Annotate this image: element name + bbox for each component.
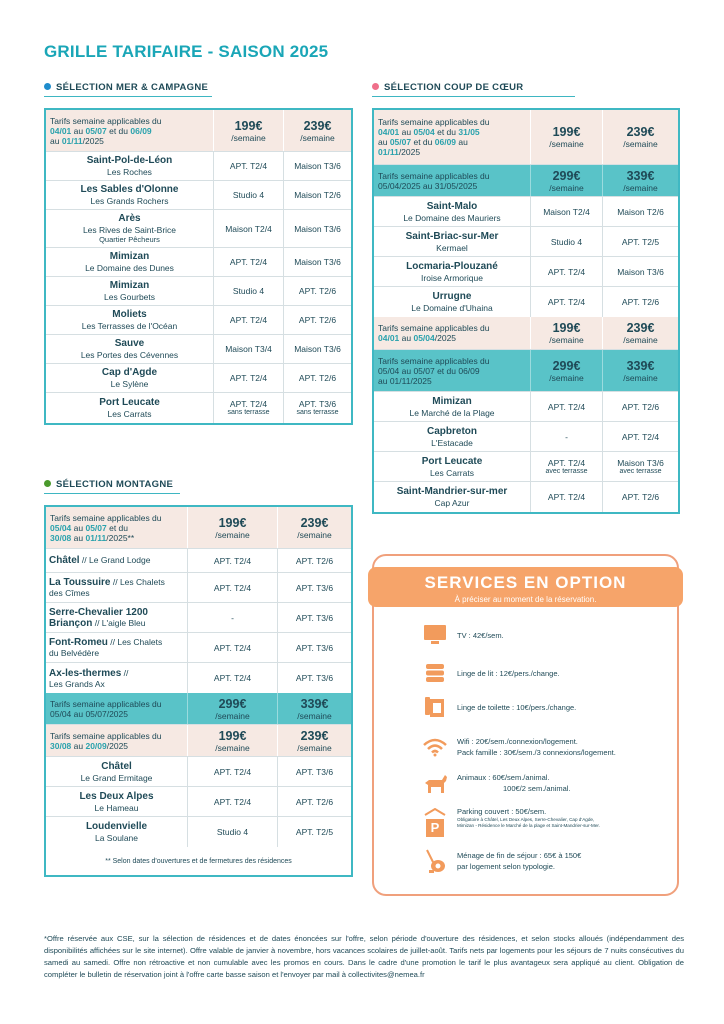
unit-type-cell: APT. T2/4 [187,787,277,816]
residence-row [46,335,351,364]
services-subtitle: À préciser au moment de la réservation. [454,595,597,604]
residence-name: Sauve [114,338,145,349]
unit-type-cell: Maison T3/6 [283,152,351,180]
unit-type-cell: APT. T3/6 sans terrasse [283,393,351,423]
unit-type-cell: Studio 4 [187,817,277,847]
service-linge-lit: Linge de lit : 12€/pers./change. [422,660,662,686]
residence-name: Châtel [101,760,132,772]
residence-row [46,181,351,210]
residence-row: La Toussuire // Les Chalets des Cîmes APT. T2/4 APT. T3/6 [46,573,351,603]
residence-name: Port Leucate [421,455,483,467]
unit-type-cell: Maison T3/6 [283,248,351,276]
unit-type-cell: APT. T2/4 [213,306,283,334]
residence-name: Font-Romeu // Les Chalets [49,637,163,648]
residence-name: Les Sables d'Olonne [80,184,179,195]
unit-type-cell: APT. T2/4 [187,573,277,602]
unit-type-cell: APT. T2/6 [277,787,351,816]
unit-type-cell: APT. T2/6 [283,306,351,334]
unit-type-cell: APT. T2/6 [283,277,351,305]
residence-row: Serre-Chevalier 1200 Briançon // L'aigle Bleu - APT. T3/6 [46,603,351,633]
residence-sub: Le Domaine des Dunes [85,263,174,273]
unit-type-cell: APT. T2/6 [283,364,351,392]
residence-name: Saint-Pol-de-Léon [86,155,173,166]
unit-type-cell: APT. T2/4 sans terrasse [213,393,283,423]
service-wifi: Wifi : 20€/sem./connexion/logement. Pack famille : 30€/sem./3 connexions/logement. [422,734,662,760]
residence-sub: Le Hameau [94,802,139,813]
residence-name: Arès [118,212,141,224]
unit-type-cell: APT. T2/4 [530,257,602,286]
residence-name: Port Leucate [99,397,160,408]
residence-row: Arès Les Rives de Saint-Brice Quartier Pêcheurs Maison T2/4 Maison T3/6 [46,210,351,248]
dog-icon [422,770,448,796]
unit-type-cell: Studio 4 [213,277,283,305]
residence-row [46,277,351,306]
residence-name: La Toussuire // Les Chalets [49,577,165,588]
unit-type-cell: APT. T2/4 [187,633,277,662]
residence-row [374,227,678,257]
residence-name: Ax-les-thermes // [49,667,129,679]
residence-name: Mimizan [432,395,472,407]
tarif-row: Tarifs semaine applicables du 04/01 au 05/07 et du 06/09 au 01/11/2025 199€ /semaine 239€ /semaine [46,110,351,152]
unit-type-cell: Maison T3/4 [213,335,283,363]
residence-row: Ax-les-thermes // Les Grands Ax APT. T2/4 APT. T3/6 [46,663,351,693]
unit-type-cell: Maison T2/6 [602,197,678,226]
residence-row [374,482,678,512]
residence-sub: Les Gourbets [103,292,156,302]
residence-name: Serre-Chevalier 1200 [49,606,148,618]
tarif-row: Tarifs semaine applicables du 30/08 au 20/09/2025 199€ /semaine 239€ /semaine [46,725,351,757]
residence-name: Locmaria-Plouzané [406,260,498,272]
residence-name: Urrugne [432,291,472,302]
residence-name: Cap d'Agde [101,367,158,378]
unit-type-cell: Studio 4 [530,227,602,256]
vacuum-icon [422,848,448,874]
residence-row [46,152,351,181]
service-menage: Ménage de fin de séjour : 65€ à 150€ par logement selon typologie. [422,848,662,874]
residence-name: Les Deux Alpes [79,790,154,802]
residence-sub: Iroise Armorique [421,272,483,283]
residence-row [374,452,678,482]
service-animaux: Animaux : 60€/sem./animal. 100€/2 sem./animal. [422,770,662,796]
residence-row [46,393,351,423]
service-parking: P Parking couvert : 50€/sem. Obligatoire à Châtel, Les Deux Alpes, Serre-Chevalier, Cap d'Agde, Mimizan - Résidence le Marché de la plage et Saint-Mandrier-sur-Mer. [422,806,662,838]
tarif-row: Tarifs semaine applicables du 05/04 au 05/07 et du 30/08 au 01/11/2025** 199€ /semaine 239€ /semaine [46,507,351,549]
unit-type-cell: APT. T2/5 [277,817,351,847]
page-title: GRILLE TARIFAIRE - SAISON 2025 [44,42,329,61]
table-mer-campagne [44,108,353,425]
residence-row [46,306,351,335]
unit-type-cell: APT. T2/4 [187,757,277,786]
price-239: 239€ [303,118,332,133]
tarif-row: Tarifs semaine applicables du 04/01 au 05/04 et du 31/05 au 05/07 et du 06/09 au 01/11/2025 199€ /semaine 239€ /semaine [374,110,678,165]
tarif-row-teal: Tarifs semaine applicables du 05/04 au 05/07/2025 299€ /semaine 339€ /semaine [46,693,351,725]
residence-name: Moliets [112,309,147,320]
unit-type-cell: APT. T3/6 [277,603,351,632]
unit-type-cell: APT. T2/6 [602,287,678,317]
residence-row [46,757,351,787]
residence-sub: Le Domaine d'Uhaina [411,303,493,313]
residence-sub: Les Carrats [430,467,474,478]
residence-row [46,787,351,817]
unit-type-cell: APT. T2/4 [213,152,283,180]
unit-type-cell: - [187,603,277,632]
unit-type-cell: Maison T3/6 [602,257,678,286]
unit-type-cell: Maison T3/6 avec terrasse [602,452,678,481]
residence-sub: Les Terrasses de l'Océan [81,321,178,331]
residence-name: Mimizan [109,251,150,262]
service-tv: TV : 42€/sem. [422,622,662,648]
residence-name: Châtel // Le Grand Lodge [49,555,151,566]
residence-row [46,549,351,573]
residence-sub: Cap Azur [434,498,470,508]
residence-sub: Kermael [436,242,468,253]
footer-legal: *Offre réservée aux CSE, sur la sélection de résidences et de dates énoncées sur l'offre, selon période d'ouverture des résidences, et selon stocks alloués (indépendamment des disponibilités affichées sur le site internet). Offre valable de janvier à novembre, hors vacances scolaires de juillet-août. Tarifs nets par logements pour les séjours de 7 nuits consécutives du samedi au samedi. Offre non rétroactive et non cumulable avec les promos en cours. Dans le cadre d'une promotion le tarif le plus avantageux sera appliqué au client. Obligation de compléter le bulletin de réservation joint à l'offre carte basse saison et l'envoyer par mail à collectivites@nemea.fr [44,934,684,979]
unit-type-cell: APT. T2/4 [530,482,602,512]
unit-type-cell: - [530,422,602,451]
residence-row [46,364,351,393]
unit-type-cell: APT. T2/4 [213,248,283,276]
residence-name: Saint-Briac-sur-Mer [405,230,499,242]
section-heading-montagne: SÉLECTION MONTAGNE [44,479,173,490]
residence-row [374,422,678,452]
unit-type-cell: APT. T2/4 [187,663,277,693]
unit-type-cell: APT. T2/4 [530,287,602,317]
unit-type-cell: APT. T2/6 [277,549,351,572]
residence-sub: Les Roches [107,167,152,177]
bed-linen-icon [422,660,448,686]
wifi-icon [422,734,448,760]
pink-dot-icon [372,83,379,90]
unit-type-cell: APT. T3/6 [277,633,351,662]
residence-row [46,817,351,847]
residence-row [374,392,678,422]
unit-type-cell: APT. T2/4 avec terrasse [530,452,602,481]
footnote-row: ** Selon dates d'ouvertures et de fermetures des résidences [105,857,292,865]
residence-name: Saint-Malo [426,200,478,212]
unit-type-cell: APT. T2/4 [213,364,283,392]
residence-sub: La Soulane [94,833,138,843]
towel-icon [422,694,448,720]
residence-name: Loudenvielle [85,821,148,832]
services-title: SERVICES EN OPTION [424,573,627,592]
price-199: 199€ [234,118,263,133]
residence-sub: L'Estacade [431,437,473,448]
residence-sub: Le Domaine des Mauriers [403,212,501,223]
table-montagne [44,505,353,877]
unit-type-cell: APT. T2/6 [602,482,678,512]
unit-type-cell: Maison T2/6 [283,181,351,209]
residence-row [374,257,678,287]
residence-sub: Le Grand Ermitage [80,772,153,783]
services-box [372,554,679,896]
section-heading-mer: SÉLECTION MER & CAMPAGNE [44,82,208,93]
residence-sub: Les Carrats [107,409,152,419]
tarif-row-teal: Tarifs semaine applicables du 05/04/2025 au 31/05/2025 299€ /semaine 339€ /semaine [374,165,678,197]
residence-row [374,287,678,317]
residence-sub: Les Rives de Saint-Brice [82,224,177,235]
service-linge-toilette: Linge de toilette : 10€/pers./change. [422,694,662,720]
unit-type-cell: APT. T2/4 [602,422,678,451]
residence-name: Saint-Mandrier-sur-mer [396,486,508,497]
unit-type-cell: Maison T2/4 [530,197,602,226]
residence-row: Font-Romeu // Les Chalets du Belvédère APT. T2/4 APT. T3/6 [46,633,351,663]
unit-type-cell: Maison T2/4 [213,210,283,247]
section-heading-coeur: SÉLECTION COUP DE CŒUR [372,82,523,93]
unit-type-cell: APT. T2/6 [602,392,678,421]
residence-sub: Les Grands Rochers [90,196,169,206]
residence-sub: Les Portes des Cévennes [80,350,179,360]
tv-icon [422,622,448,648]
unit-type-cell: APT. T3/6 [277,663,351,693]
residence-row [46,248,351,277]
unit-type-cell: APT. T3/6 [277,757,351,786]
unit-type-cell: APT. T2/5 [602,227,678,256]
residence-name: Mimizan [109,280,150,291]
unit-type-cell: Studio 4 [213,181,283,209]
blue-dot-icon [44,83,51,90]
unit-type-cell: APT. T3/6 [277,573,351,602]
unit-type-cell: Maison T3/6 [283,335,351,363]
tarif-row-teal: Tarifs semaine applicables du 05/04 au 05/07 et du 06/09 au 01/11/2025 299€ /semaine 339€ /semaine [374,350,678,392]
unit-type-cell: APT. T2/4 [187,549,277,572]
residence-row [374,197,678,227]
residence-name: Capbreton [427,425,477,437]
residence-sub: Le Sylène [110,379,149,389]
tarif-row: Tarifs semaine applicables du 04/01 au 05/04/2025 199€ /semaine 239€ /semaine [374,317,678,350]
unit-type-cell: APT. T2/4 [530,392,602,421]
parking-icon: P [422,806,448,838]
residence-sub: Le Marché de la Plage [409,407,495,418]
green-dot-icon [44,480,51,487]
table-coup-de-coeur [372,108,680,514]
unit-type-cell: Maison T3/6 [283,210,351,247]
